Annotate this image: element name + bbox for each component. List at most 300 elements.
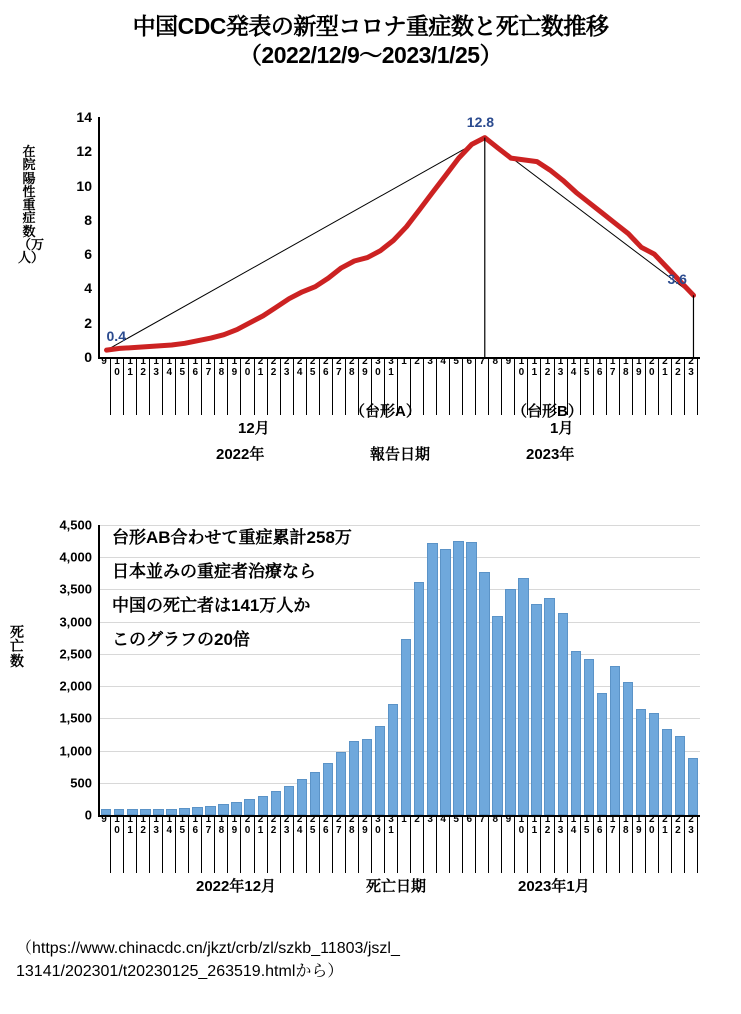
x-tick-digit: 1 [140, 814, 146, 825]
x-tick-digit: 3 [688, 824, 694, 836]
chart2-bar [597, 693, 607, 815]
x-tick [137, 357, 150, 415]
x-tick-digit: 8 [622, 366, 629, 378]
chart2-y-tick-label: 3,500 [59, 581, 92, 597]
x-tick-digit: 1 [596, 814, 603, 825]
x-tick-digit: 2 [322, 814, 329, 825]
x-tick [646, 815, 659, 873]
chart2-bar [284, 786, 294, 815]
x-tick [228, 815, 241, 873]
x-tick [489, 357, 502, 415]
source-url [16, 937, 731, 983]
x-tick-digit: 1 [609, 814, 616, 825]
x-tick-digit: 3 [427, 814, 433, 825]
chart2-bar [610, 666, 620, 815]
x-tick [241, 357, 254, 415]
x-tick-digit: 5 [179, 824, 186, 836]
x-tick-digit: 8 [492, 356, 499, 367]
x-tick-digit: 1 [622, 356, 629, 367]
x-tick-digit: 3 [427, 356, 433, 367]
x-tick [450, 357, 463, 415]
chart1-month-label-jan: 1月 [550, 420, 574, 437]
x-tick [241, 815, 254, 873]
chart2-bar [505, 589, 515, 815]
x-tick-digit: 1 [192, 356, 199, 367]
x-tick-digit: 2 [662, 814, 668, 825]
x-tick [633, 815, 646, 873]
x-tick-digit: 2 [283, 356, 290, 367]
x-tick-digit: 2 [662, 356, 668, 367]
x-tick [215, 815, 228, 873]
chart1-y-tick-label: 4 [84, 280, 92, 297]
chart1-plot-area [98, 117, 700, 359]
x-tick-digit: 1 [192, 814, 199, 825]
x-tick [385, 357, 398, 415]
x-tick-digit: 1 [114, 356, 120, 367]
x-tick [450, 815, 463, 873]
x-tick-digit: 1 [127, 814, 133, 825]
x-tick-digit: 4 [296, 824, 303, 836]
x-tick-digit: 1 [557, 356, 564, 367]
chart1-month-row [98, 417, 698, 439]
x-tick-digit: 4 [570, 824, 577, 836]
x-tick-digit: 2 [675, 356, 681, 367]
x-tick-digit: 8 [218, 824, 225, 836]
x-tick-digit: 1 [179, 356, 186, 367]
x-tick [346, 815, 359, 873]
x-tick [359, 357, 372, 415]
x-tick [163, 815, 176, 873]
x-tick-digit: 3 [557, 366, 564, 378]
x-tick-digit: 3 [388, 814, 394, 825]
chart2-bar [623, 682, 633, 815]
x-tick [98, 357, 111, 415]
x-tick-digit: 8 [622, 824, 629, 836]
x-tick [150, 815, 163, 873]
x-tick-digit: 2 [336, 814, 342, 825]
chart1-y-tick-label: 10 [76, 177, 92, 194]
x-tick-digit: 6 [322, 366, 329, 378]
chart1-trapezoid-a-label: （台形A） [350, 403, 421, 420]
x-tick-digit: 1 [153, 814, 159, 825]
x-tick-digit: 1 [557, 814, 564, 825]
x-tick-digit: 7 [336, 824, 342, 836]
x-tick [424, 357, 437, 415]
x-tick-digit: 6 [466, 356, 472, 367]
chart2-bar [688, 758, 698, 815]
x-tick-digit: 1 [531, 824, 538, 836]
x-tick-digit: 2 [270, 356, 277, 367]
chart2-gridline [100, 654, 700, 655]
x-tick [124, 815, 137, 873]
x-tick-digit: 1 [596, 356, 603, 367]
x-tick-digit: 9 [636, 824, 642, 836]
x-tick-digit: 1 [388, 824, 394, 836]
x-tick-digit: 1 [622, 814, 629, 825]
chart2-bar [518, 578, 528, 815]
x-tick [555, 815, 568, 873]
x-tick-digit: 1 [127, 366, 133, 378]
chart2-y-tick-label: 2,000 [59, 678, 92, 694]
chart1-y-tick-label: 14 [76, 109, 92, 125]
x-tick [620, 357, 633, 415]
chart1-y-tick-label: 0 [84, 349, 92, 365]
chart2-bar [323, 763, 333, 815]
x-tick-digit: 1 [231, 356, 238, 367]
x-tick [228, 357, 241, 415]
x-tick-digit: 1 [205, 814, 212, 825]
chart2-bar [427, 543, 437, 815]
chart2-y-tick-label: 0 [84, 807, 92, 823]
x-tick-digit: 1 [401, 814, 407, 825]
chart2-month-label-dec: 2022年12月 [196, 878, 277, 895]
x-tick-digit: 2 [322, 356, 329, 367]
chart2-note-4: このグラフの20倍 [112, 630, 250, 649]
x-tick [659, 815, 672, 873]
chart1-y-axis-label: 在院陽性重症数（万人） [18, 144, 45, 265]
chart2-bar [362, 739, 372, 815]
x-tick-digit: 1 [662, 824, 668, 836]
chart2-gridline [100, 589, 700, 590]
x-tick [568, 357, 581, 415]
chart2-y-tick-label: 4,000 [59, 549, 92, 565]
x-tick [489, 815, 502, 873]
x-tick [202, 815, 215, 873]
x-tick-digit: 2 [140, 366, 146, 378]
x-tick-digit: 2 [649, 356, 655, 367]
x-tick [620, 815, 633, 873]
x-tick-digit: 2 [362, 814, 368, 825]
chart2-month-row [98, 875, 698, 897]
x-tick-digit: 1 [636, 356, 642, 367]
chart1-year-label-2022: 2022年 [216, 446, 265, 463]
x-tick-digit: 2 [296, 814, 303, 825]
x-tick-digit: 2 [349, 814, 355, 825]
x-tick-digit: 2 [675, 824, 681, 836]
x-tick [411, 357, 424, 415]
x-tick-digit: 1 [636, 814, 642, 825]
x-tick-digit: 0 [649, 824, 655, 836]
chart2-bar [349, 741, 359, 815]
x-tick [424, 815, 437, 873]
chart1-svg [100, 117, 700, 357]
chart2-month-label-jan: 2023年1月 [518, 878, 590, 895]
x-tick-digit: 0 [375, 366, 381, 378]
x-tick-digit: 9 [636, 366, 642, 378]
chart2-x-axis-caption: 死亡日期 [366, 878, 427, 895]
x-tick-digit: 0 [518, 824, 525, 836]
chart2-y-tick-label: 500 [70, 775, 92, 791]
x-tick-digit: 1 [544, 356, 551, 367]
chart2-bar [440, 549, 450, 815]
chart2-y-tick-label: 1,500 [59, 710, 92, 726]
chart1-y-tick-label: 6 [84, 246, 92, 263]
x-tick-digit: 1 [153, 356, 159, 367]
x-tick-digit: 3 [375, 356, 381, 367]
severe-cases-line-chart [0, 107, 741, 487]
x-tick [359, 815, 372, 873]
x-tick-digit: 0 [649, 366, 655, 378]
chart1-year-label-2023: 2023年 [526, 446, 575, 463]
x-tick [568, 815, 581, 873]
x-tick-digit: 2 [140, 824, 146, 836]
x-tick [528, 815, 541, 873]
x-tick-digit: 5 [453, 814, 459, 825]
x-tick [646, 357, 659, 415]
chart1-peak-value-label: 12.8 [466, 113, 495, 130]
x-tick-digit: 6 [192, 824, 199, 836]
x-tick [268, 357, 281, 415]
x-tick [437, 357, 450, 415]
chart2-y-tick-label: 3,000 [59, 614, 92, 630]
x-tick-digit: 2 [244, 814, 251, 825]
x-tick [385, 815, 398, 873]
x-tick-digit: 4 [166, 366, 172, 378]
x-tick-digit: 1 [570, 356, 577, 367]
chart2-y-ticks [26, 517, 92, 823]
x-tick-digit: 4 [296, 366, 303, 378]
x-tick-digit: 5 [583, 366, 590, 378]
x-tick-digit: 8 [349, 824, 355, 836]
x-tick-digit: 2 [649, 814, 655, 825]
chart2-bar [531, 604, 541, 815]
x-tick-digit: 1 [166, 814, 172, 825]
x-tick [607, 357, 620, 415]
x-tick-digit: 2 [309, 814, 316, 825]
chart2-bar [649, 713, 659, 815]
chart2-bar [636, 709, 646, 815]
x-tick-digit: 2 [309, 356, 316, 367]
chart2-bar [453, 541, 463, 815]
x-tick [255, 357, 268, 415]
x-tick-digit: 1 [127, 356, 133, 367]
x-tick [672, 815, 685, 873]
x-tick [633, 357, 646, 415]
x-tick [463, 357, 476, 415]
x-tick [255, 815, 268, 873]
x-tick [215, 357, 228, 415]
chart2-bar [544, 598, 554, 815]
x-tick-digit: 3 [688, 366, 694, 378]
x-tick [189, 357, 202, 415]
x-tick-digit: 3 [283, 824, 290, 836]
x-tick-digit: 1 [218, 356, 225, 367]
x-tick [281, 357, 294, 415]
x-tick-digit: 1 [583, 356, 590, 367]
x-tick [294, 815, 307, 873]
x-tick-digit: 2 [244, 356, 251, 367]
x-tick [594, 357, 607, 415]
x-tick-digit: 2 [270, 824, 277, 836]
x-tick [659, 357, 672, 415]
x-tick-digit: 1 [127, 824, 133, 836]
x-tick [307, 357, 320, 415]
chart2-note-1: 台形AB合わせて重症累計258万 [112, 528, 352, 547]
chart2-bar [401, 639, 411, 815]
x-tick-digit: 9 [101, 356, 107, 367]
x-tick-digit: 9 [101, 814, 107, 825]
x-tick [398, 357, 411, 415]
chart2-bar [558, 613, 568, 815]
x-tick-digit: 3 [388, 356, 394, 367]
title-line-2: （2022/12/9〜2023/1/25） [238, 42, 503, 69]
x-tick-digit: 1 [401, 356, 407, 367]
x-tick [294, 357, 307, 415]
chart2-x-axis-ticks [98, 815, 698, 873]
chart1-end-value-label: 3.6 [667, 271, 687, 288]
x-tick [320, 357, 333, 415]
chart1-y-tick-label: 2 [84, 314, 92, 331]
chart2-note-2: 日本並みの重症者治療なら [112, 562, 316, 581]
x-tick-digit: 5 [453, 356, 459, 367]
x-tick-digit: 2 [688, 814, 694, 825]
x-tick [581, 357, 594, 415]
x-tick [202, 357, 215, 415]
chart1-y-ticks [40, 109, 92, 365]
x-tick-digit: 1 [583, 814, 590, 825]
chart2-y-tick-label: 2,500 [59, 646, 92, 662]
x-tick-digit: 0 [244, 824, 251, 836]
x-tick-digit: 2 [270, 814, 277, 825]
chart2-bar [258, 796, 268, 815]
x-tick-digit: 1 [166, 356, 172, 367]
x-tick-digit: 1 [257, 824, 264, 836]
x-tick [176, 357, 189, 415]
x-tick-digit: 4 [440, 356, 446, 367]
x-tick [594, 815, 607, 873]
x-tick-digit: 4 [570, 366, 577, 378]
x-tick-digit: 2 [675, 814, 681, 825]
x-tick-digit: 6 [322, 824, 329, 836]
x-tick-digit: 1 [218, 814, 225, 825]
chart2-y-tick-label: 1,000 [59, 743, 92, 759]
x-tick-digit: 0 [114, 824, 120, 836]
x-tick-digit: 2 [270, 366, 277, 378]
x-tick-digit: 2 [544, 366, 551, 378]
x-tick [555, 357, 568, 415]
x-tick-digit: 1 [231, 814, 238, 825]
chart2-bar [336, 752, 346, 815]
x-tick-digit: 2 [336, 356, 342, 367]
x-tick [372, 357, 385, 415]
x-tick-digit: 3 [153, 824, 159, 836]
x-tick-digit: 1 [205, 356, 212, 367]
x-tick-digit: 3 [283, 366, 290, 378]
x-tick [320, 815, 333, 873]
x-tick-digit: 1 [609, 356, 616, 367]
x-tick-digit: 1 [518, 814, 525, 825]
x-tick [528, 357, 541, 415]
x-tick-digit: 6 [596, 366, 603, 378]
x-tick-digit: 2 [675, 366, 681, 378]
chart1-y-tick-label: 8 [84, 211, 92, 228]
chart2-bar [675, 736, 685, 815]
x-tick-digit: 2 [544, 824, 551, 836]
x-tick-digit: 2 [414, 356, 420, 367]
x-tick [502, 357, 515, 415]
x-tick-digit: 8 [492, 814, 499, 825]
x-tick-digit: 9 [505, 356, 512, 367]
x-tick [476, 815, 489, 873]
x-tick [672, 357, 685, 415]
chart2-bar [375, 726, 385, 815]
chart2-y-axis-label: 死亡数 [10, 624, 24, 669]
x-tick-digit: 1 [179, 814, 186, 825]
chart2-bar [479, 572, 489, 815]
chart1-trapezoid-b-label: （台形B） [512, 403, 583, 420]
chart2-bar [310, 772, 320, 815]
title-line-1: 中国CDC発表の新型コロナ重症数と死亡数推移 [132, 13, 609, 39]
x-tick [515, 357, 528, 415]
source-line-2: 13141/202301/t20230125_263519.htmlから） [16, 963, 344, 981]
x-tick [411, 815, 424, 873]
x-tick-digit: 9 [231, 824, 238, 836]
chart2-bar [584, 659, 594, 815]
x-tick [124, 357, 137, 415]
chart2-y-tick-label: 4,500 [59, 517, 92, 533]
x-tick-digit: 7 [479, 356, 486, 367]
x-tick-digit: 5 [309, 366, 316, 378]
x-tick [541, 815, 554, 873]
x-tick [515, 815, 528, 873]
deaths-bar-chart [0, 507, 741, 927]
x-tick [150, 357, 163, 415]
chart1-year-row [98, 443, 698, 465]
chart2-bar [271, 791, 281, 815]
x-tick [307, 815, 320, 873]
x-tick-digit: 4 [440, 814, 446, 825]
x-tick [111, 357, 124, 415]
chart2-bar [414, 582, 424, 815]
x-tick-digit: 5 [179, 366, 186, 378]
x-tick [685, 357, 698, 415]
chart2-note-3: 中国の死亡者は141万人か [112, 596, 311, 615]
x-tick [163, 357, 176, 415]
chart2-bar [492, 616, 502, 815]
x-tick-digit: 7 [205, 824, 212, 836]
x-tick [398, 815, 411, 873]
x-tick-digit: 9 [362, 366, 368, 378]
x-tick-digit: 6 [596, 824, 603, 836]
x-tick [437, 815, 450, 873]
x-tick-digit: 1 [114, 814, 120, 825]
x-tick [502, 815, 515, 873]
chart1-y-tick-label: 12 [76, 143, 92, 160]
x-tick [685, 815, 698, 873]
x-tick [476, 357, 489, 415]
x-tick [607, 815, 620, 873]
x-tick-digit: 2 [362, 356, 368, 367]
x-tick [581, 815, 594, 873]
x-tick-digit: 0 [244, 366, 251, 378]
x-tick-digit: 3 [557, 824, 564, 836]
x-tick-digit: 9 [231, 366, 238, 378]
x-tick [98, 815, 111, 873]
x-tick-digit: 7 [205, 366, 212, 378]
x-tick-digit: 9 [505, 814, 512, 825]
x-tick-digit: 9 [362, 824, 368, 836]
page-title [0, 12, 741, 71]
x-tick [463, 815, 476, 873]
x-tick [137, 815, 150, 873]
x-tick-digit: 1 [531, 814, 538, 825]
x-tick-digit: 6 [466, 814, 472, 825]
chart1-x-axis-caption: 報告日期 [370, 446, 431, 463]
x-tick-digit: 1 [518, 356, 525, 367]
x-tick-digit: 1 [544, 814, 551, 825]
x-tick [333, 815, 346, 873]
x-tick-digit: 1 [531, 366, 538, 378]
